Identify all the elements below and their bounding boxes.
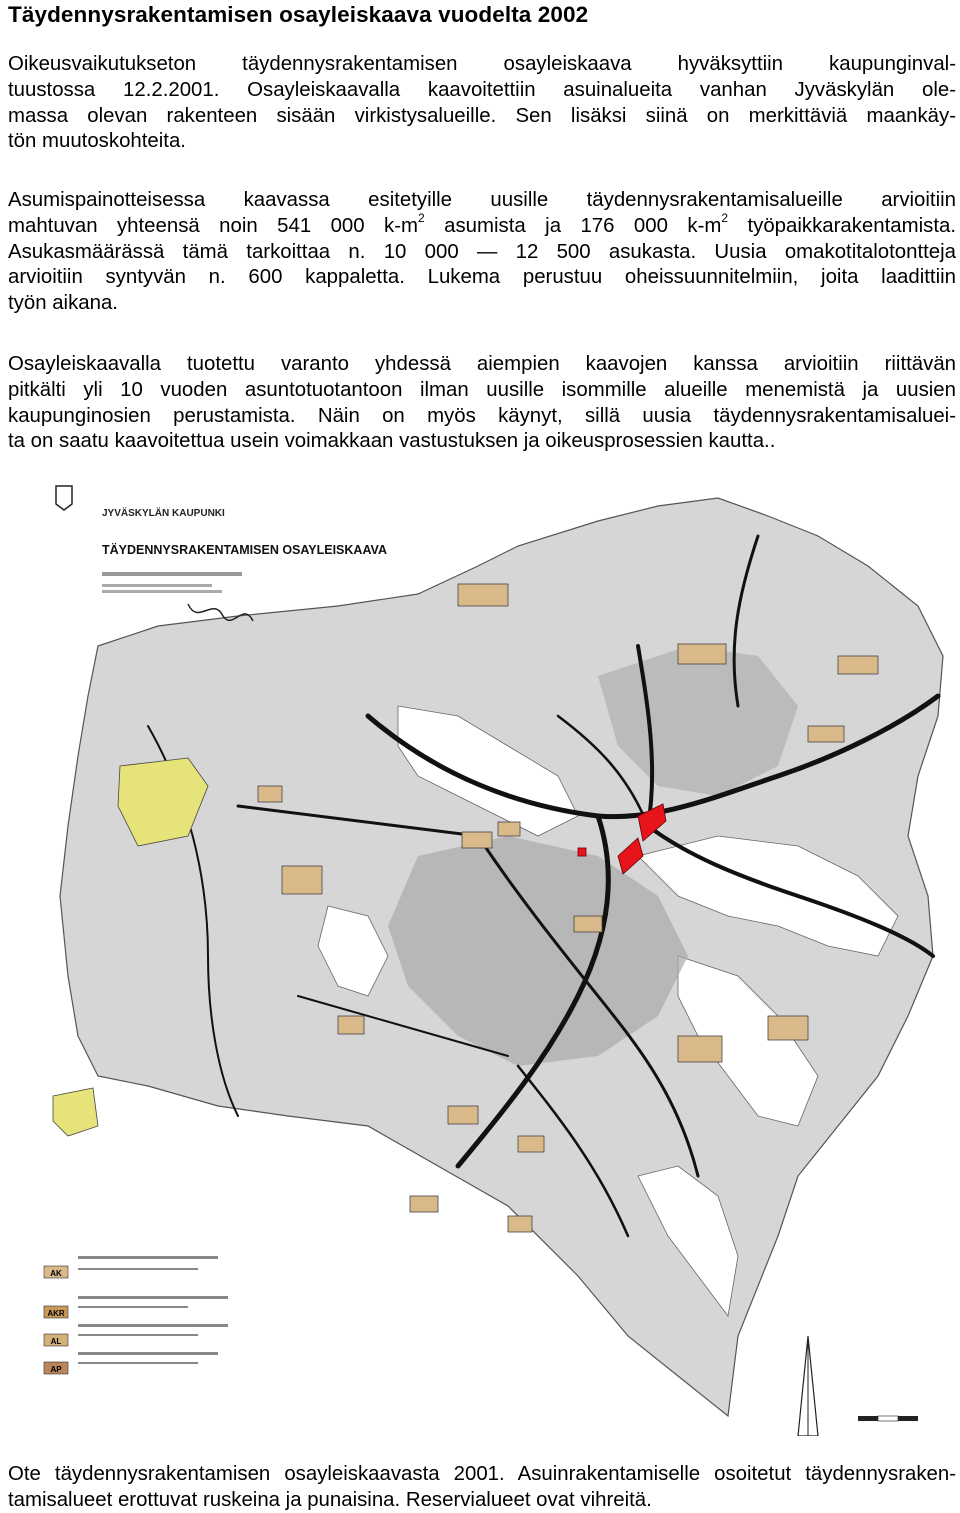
legend-code: AP [50,1365,62,1374]
caption-line: tamisalueet erottuvat ruskeina ja punaisina. Reservialueet ovat vihreitä. [8,1488,956,1513]
legend-code: AKR [47,1309,65,1318]
map-drawing [38,476,960,1436]
paragraph-intro [8,52,956,155]
legend-description-lines [78,1256,228,1364]
map-legend [44,1256,228,1374]
text-line: Asumispainotteisessa kaavassa esitetyille uusille täydennysrakentamisalueille arvioitiin [8,188,956,214]
text-fragment: asumista ja 176 000 k-m [425,215,722,237]
text-line: tuustossa 12.2.2001. Osayleiskaavalla kaavoitettiin asuinalueita vanhan Jyväskylän ole- [8,78,956,104]
map-org-label: JYVÄSKYLÄN KAUPUNKI [102,506,225,519]
text-line: Osayleiskaavalla tuotettu varanto yhdessä aiempien kaavojen kanssa arvioitiin riittävän [8,352,956,378]
north-arrow-icon [798,1336,818,1436]
text-line: työn aikana. [8,291,956,317]
legend-code: AL [51,1337,62,1346]
paragraph-capacity [8,188,956,317]
text-fragment: mahtuvan yhteensä noin 541 000 k-m [8,215,418,237]
scale-bar [858,1416,918,1421]
superscript: 2 [418,211,425,225]
paragraph-reserve [8,352,956,455]
text-line: arvioitiin syntyvän n. 600 kappaletta. Lukema perustuu oheissuunnitelmiin, joita laadittiin [8,265,956,291]
text-line: tön muutoskohteita. [8,129,956,155]
text-line: pitkälti yli 10 vuoden asuntotuotantoon ilman uusille isommille alueille menemistä ja uusien [8,378,956,404]
page-title: Täydennysrakentamisen osayleiskaava vuodelta 2002 [8,1,588,29]
master-plan-map [38,476,960,1436]
text-line: Asukasmäärässä tämä tarkoittaa n. 10 000 — 12 500 asukasta. Uusia omakotitalotontteja [8,240,956,266]
text-line: kaupunginosien perustamista. Näin on myös käynyt, sillä uusia täydennysrakentamisaluei- [8,404,956,430]
text-line: ta on saatu kaavoitettua usein voimakkaan vastustuksen ja oikeusprosessien kautta.. [8,429,956,455]
map-plan-title: TÄYDENNYSRAKENTAMISEN OSAYLEISKAAVA [102,542,387,557]
text-line-with-superscripts [8,214,956,240]
caption-line: Ote täydennysrakentamisen osayleiskaavasta 2001. Asuinrakentamiselle osoitetut täydennysraken- [8,1462,956,1488]
text-line: massa olevan rakenteen sisään virkistysalueille. Sen lisäksi siinä on merkittäviä maankäy- [8,104,956,130]
map-title-block [56,486,387,621]
coat-of-arms-icon [56,486,72,510]
text-fragment: työpaikkarakentamista. [728,215,956,237]
legend-code: AK [50,1269,62,1278]
text-line: Oikeusvaikutukseton täydennysrakentamisen osayleiskaava hyväksyttiin kaupunginval- [8,52,956,78]
figure-caption [8,1462,956,1513]
superscript: 2 [721,211,728,225]
